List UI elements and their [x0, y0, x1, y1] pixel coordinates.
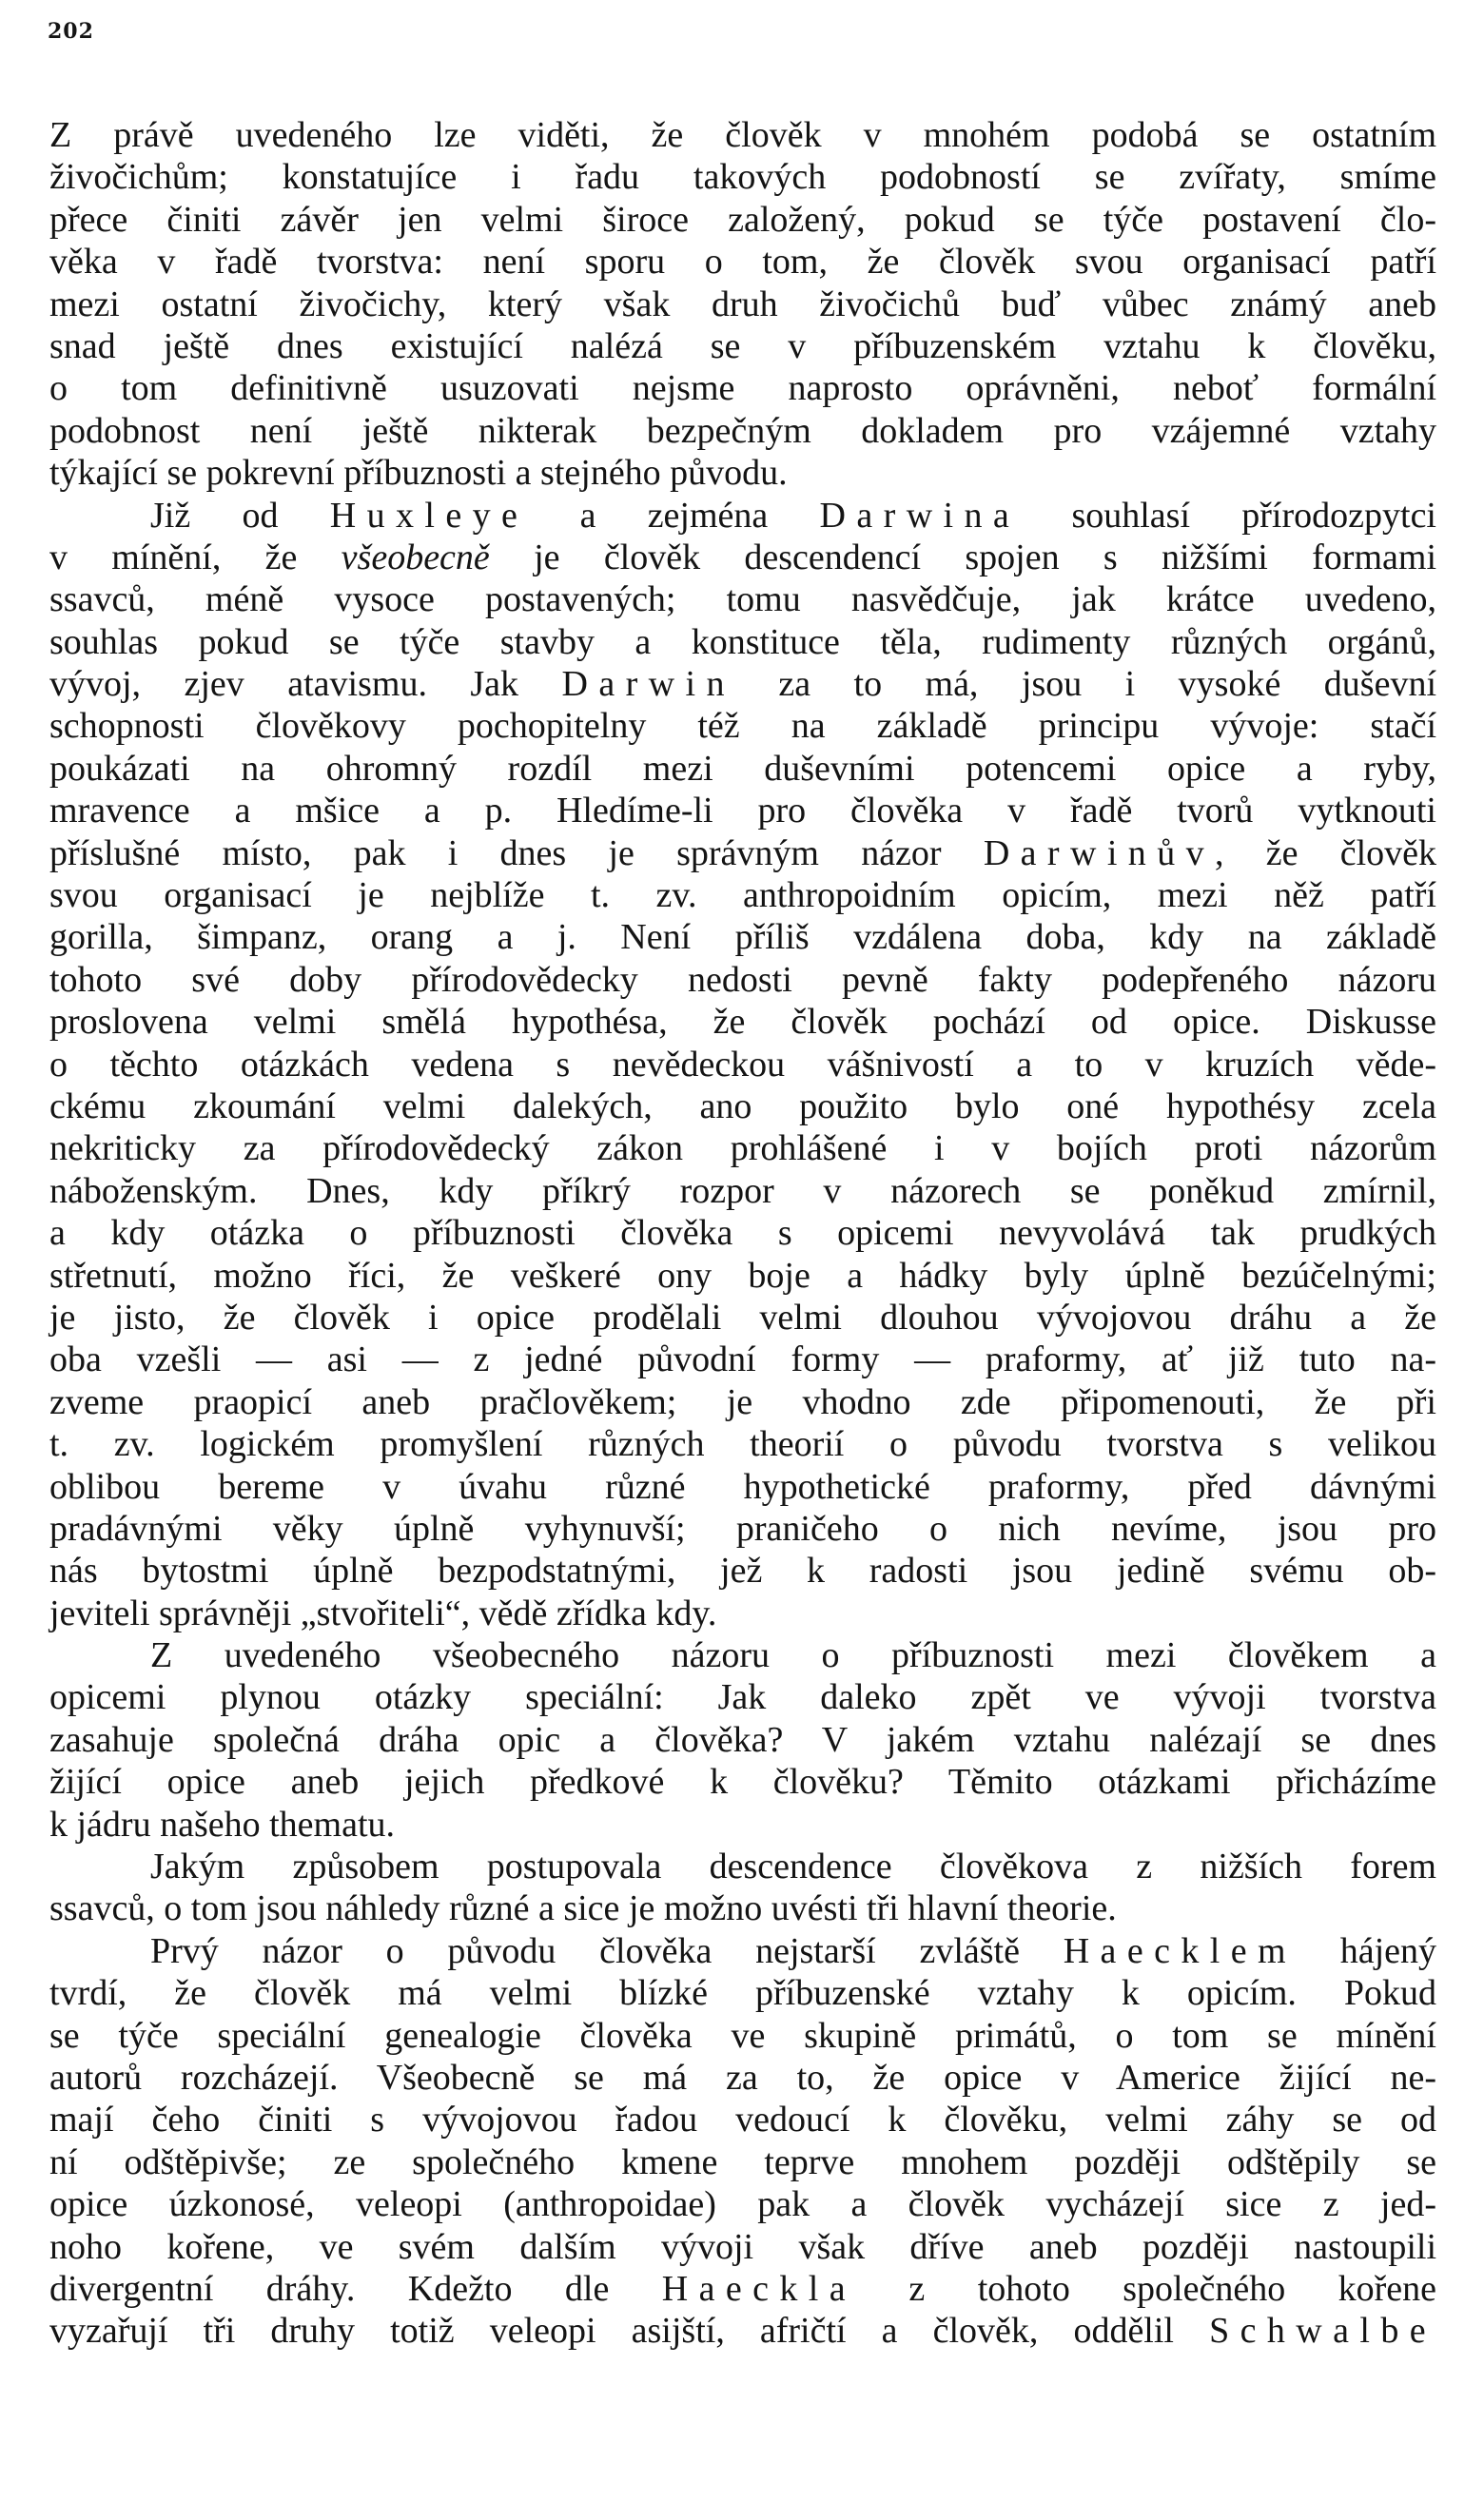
text-line [49, 241, 1436, 283]
text-line [49, 1676, 1436, 1718]
text-line [49, 1593, 1436, 1634]
text-run: , že člověk [1215, 832, 1436, 873]
text-line [49, 537, 1436, 578]
spaced-name: Darwin [561, 664, 735, 705]
text-run: příslušné místo, pak i dnes je správným názor [49, 832, 984, 873]
text-run: vyzařují tři druhy totiž veleopi asijští, afričtí a člověk, oddělil [49, 2311, 1210, 2352]
text-line [49, 156, 1436, 198]
text-line [49, 1466, 1436, 1508]
paragraph [49, 1846, 1436, 1930]
text-line [49, 1085, 1436, 1127]
text-run: Již od [150, 495, 330, 536]
text-run: nás bytostmi úplně bezpodstatnými, jež k radosti jsou jedině svému ob- [49, 1551, 1436, 1592]
text-line [49, 1550, 1436, 1592]
text-line [49, 663, 1436, 705]
text-run: schopnosti člověkovy pochopitelny též na základě principu vývoje: stačí [49, 706, 1436, 747]
text-run: vývoj, zjev atavismu. Jak [49, 664, 562, 705]
text-line [49, 2226, 1436, 2268]
spaced-name: Darwina [819, 495, 1021, 536]
text-run: mravence a mšice a p. Hledíme-li pro člověka v řadě tvorů vytknouti [49, 791, 1436, 831]
text-run: a zejména [528, 495, 820, 536]
text-line [49, 1719, 1436, 1761]
spaced-name: Huxleye [329, 495, 529, 536]
text-line [49, 2015, 1436, 2057]
text-run: v mínění, že [49, 537, 342, 577]
text-line [49, 705, 1436, 747]
text-line [49, 1887, 1436, 1929]
text-run: t. zv. logickém promyšlení různých theorií o původu tvorstva s velikou [49, 1424, 1436, 1465]
text-line [49, 1508, 1436, 1550]
text-line [49, 452, 1436, 494]
text-run: mají čeho činiti s vývojovou řadou vedoucí k člověku, velmi záhy se od [49, 2100, 1436, 2140]
text-run: opice úzkonosé, veleopi (anthropoidae) pak a člověk vycházejí sice z jed- [49, 2184, 1436, 2225]
spaced-name: Schwalbe [1209, 2311, 1436, 2352]
spaced-name: Darwinův [983, 832, 1215, 873]
text-run: oba vzešli — asi — z jedné původní formy — praformy, ať již tuto na- [49, 1339, 1436, 1380]
text-run: poukázati na ohromný rozdíl mezi duševními potencemi opice a ryby, [49, 748, 1436, 789]
text-run: Prvý názor o původu člověka nejstarší zvláště [150, 1930, 1064, 1971]
text-run: hájený [1296, 1930, 1436, 1971]
text-run: Jakým způsobem postupovala descendence člověkova z nižších forem [150, 1847, 1436, 1887]
text-run: gorilla, šimpanz, orang a j. Není příliš vzdálena doba, kdy na základě [49, 917, 1436, 958]
paragraph [49, 495, 1436, 1635]
text-run: o těchto otázkách vedena s nevědeckou vášnivostí a to v kruzích věde- [49, 1044, 1436, 1085]
text-run: snad ještě dnes existující nalézá se v příbuzenském vztahu k člověku, [49, 325, 1436, 366]
text-line [49, 874, 1436, 916]
text-run: žijící opice aneb jejich předkové k člověku? Těmito otázkami přicházíme [49, 1762, 1436, 1803]
text-run: se týče speciální genealogie člověka ve skupině primátů, o tom se mínění [49, 2015, 1436, 2056]
text-line [49, 832, 1436, 874]
text-line [49, 1127, 1436, 1169]
text-line [49, 325, 1436, 367]
text-run: ní odštěpivše; ze společného kmene teprve mnohem později odštěpily se [49, 2141, 1436, 2182]
text-run: týkající se pokrevní příbuznosti a stejného původu. [49, 453, 788, 494]
text-run: je jisto, že člověk i opice prodělali velmi dlouhou vývojovou dráhu a že [49, 1297, 1436, 1338]
paragraph [49, 1930, 1436, 2353]
text-run: věka v řadě tvorstva: není sporu o tom, že člověk svou organisací patří [49, 242, 1436, 283]
text-line [49, 1423, 1436, 1465]
text-run: střetnutí, možno říci, že veškeré ony boje a hádky byly úplně bezúčelnými; [49, 1255, 1436, 1296]
text-line [49, 2310, 1436, 2352]
text-line [49, 199, 1436, 241]
text-line [49, 114, 1436, 156]
text-line [49, 621, 1436, 663]
text-line [49, 495, 1436, 537]
text-run: o tom definitivně usuzovati nejsme naprosto oprávněni, neboť formální [49, 368, 1436, 409]
text-line [49, 748, 1436, 790]
text-line [49, 1297, 1436, 1339]
text-run: Z uvedeného všeobecného názoru o příbuznosti mezi člověkem a [150, 1635, 1436, 1676]
text-run: noho kořene, ve svém dalším vývoji však dříve aneb později nastoupili [49, 2226, 1436, 2267]
text-line [49, 410, 1436, 452]
text-run: svou organisací je nejblíže t. zv. anthropoidním opicím, mezi něž patří [49, 875, 1436, 916]
text-line [49, 2057, 1436, 2099]
text-run: mezi ostatní živočichy, který však druh živočichů buď vůbec známý aneb [49, 283, 1436, 324]
text-run: divergentní dráhy. Kdežto dle [49, 2268, 662, 2309]
text-run: ckému zkoumání velmi dalekých, ano použito bylo oné hypothésy zcela [49, 1085, 1436, 1126]
text-run: podobnost není ještě nikterak bezpečným dokladem pro vzájemné vztahy [49, 410, 1436, 451]
text-run: tvrdí, že člověk má velmi blízké příbuzenské vztahy k opicím. Pokud [49, 1973, 1436, 2014]
paragraph [49, 114, 1436, 495]
text-run: pradávnými věky úplně vyhynuvší; praničeho o nich nevíme, jsou pro [49, 1508, 1436, 1549]
text-run: je člověk descendencí spojen s nižšími formami [489, 537, 1436, 577]
text-run: proslovena velmi smělá hypothésa, že člověk pochází od opice. Diskusse [49, 1002, 1436, 1043]
text-line [49, 367, 1436, 409]
text-run: nekriticky za přírodovědecký zákon prohlášené i v bojích proti názorům [49, 1128, 1436, 1169]
page-number: 202 [48, 19, 94, 44]
text-run: opicemi plynou otázky speciální: Jak daleko zpět ve vývoji tvorstva [49, 1677, 1436, 1718]
text-run: oblibou bereme v úvahu různé hypothetické praformy, před dávnými [49, 1466, 1436, 1507]
text-run: tohoto své doby přírodovědecky nedosti pevně fakty podepřeného názoru [49, 959, 1436, 1000]
text-line [49, 1381, 1436, 1423]
text-run: Z právě uvedeného lze viděti, že člověk v mnohém podobá se ostatním [49, 115, 1436, 155]
text-line [49, 959, 1436, 1001]
text-run: živočichům; konstatujíce i řadu takových podobností se zvířaty, smíme [49, 157, 1436, 198]
italic-term: všeobecně [341, 537, 490, 577]
text-line [49, 1044, 1436, 1085]
text-run: k jádru našeho thematu. [49, 1804, 396, 1845]
text-run: ssavců, o tom jsou náhledy různé a sice je možno uvésti tři hlavní theorie. [49, 1888, 1117, 1929]
text-run: souhlasí přírodozpytci [1020, 495, 1436, 536]
paragraph [49, 1634, 1436, 1846]
text-run: ssavců, méně vysoce postavených; tomu nasvědčuje, jak krátce uvedeno, [49, 579, 1436, 620]
text-run: autorů rozcházejí. Všeobecně se má za to, že opice v Americe žijící ne- [49, 2057, 1436, 2098]
text-line [49, 1846, 1436, 1887]
text-line [49, 1170, 1436, 1212]
text-line [49, 1001, 1436, 1043]
text-line [49, 916, 1436, 958]
text-run: zasahuje společná dráha opic a člověka? V jakém vztahu nalézají se dnes [49, 1719, 1436, 1760]
text-run: z tohoto společného kořene [856, 2268, 1436, 2309]
text-line [49, 1972, 1436, 2014]
text-line [49, 1761, 1436, 1803]
text-line [49, 2099, 1436, 2140]
text-line [49, 1212, 1436, 1254]
text-line [49, 2268, 1436, 2310]
text-line [49, 2141, 1436, 2183]
text-run: souhlas pokud se týče stavby a konstituce těla, rudimenty různých orgánů, [49, 621, 1436, 662]
text-line [49, 790, 1436, 831]
text-run: náboženským. Dnes, kdy příkrý rozpor v názorech se poněkud zmírnil, [49, 1170, 1436, 1211]
text-line [49, 578, 1436, 620]
text-run: zveme praopicí aneb pračlověkem; je vhodno zde připomenouti, že při [49, 1381, 1436, 1422]
text-run: jeviteli správněji „stvořiteli“, vědě zřídka kdy. [49, 1593, 717, 1633]
text-line [49, 1255, 1436, 1297]
text-line [49, 1804, 1436, 1846]
body-text [49, 114, 1436, 2353]
text-line [49, 283, 1436, 325]
text-line [49, 1634, 1436, 1676]
spaced-name: Haecklem [1063, 1930, 1297, 1971]
text-line [49, 1339, 1436, 1380]
text-run: přece činiti závěr jen velmi široce založený, pokud se týče postavení člo- [49, 199, 1436, 240]
text-line [49, 1930, 1436, 1972]
text-run: za to má, jsou i vysoké duševní [734, 664, 1437, 705]
spaced-name: Haeckla [661, 2268, 857, 2309]
text-run: a kdy otázka o příbuznosti člověka s opicemi nevyvolává tak prudkých [49, 1213, 1436, 1254]
text-line [49, 2183, 1436, 2225]
